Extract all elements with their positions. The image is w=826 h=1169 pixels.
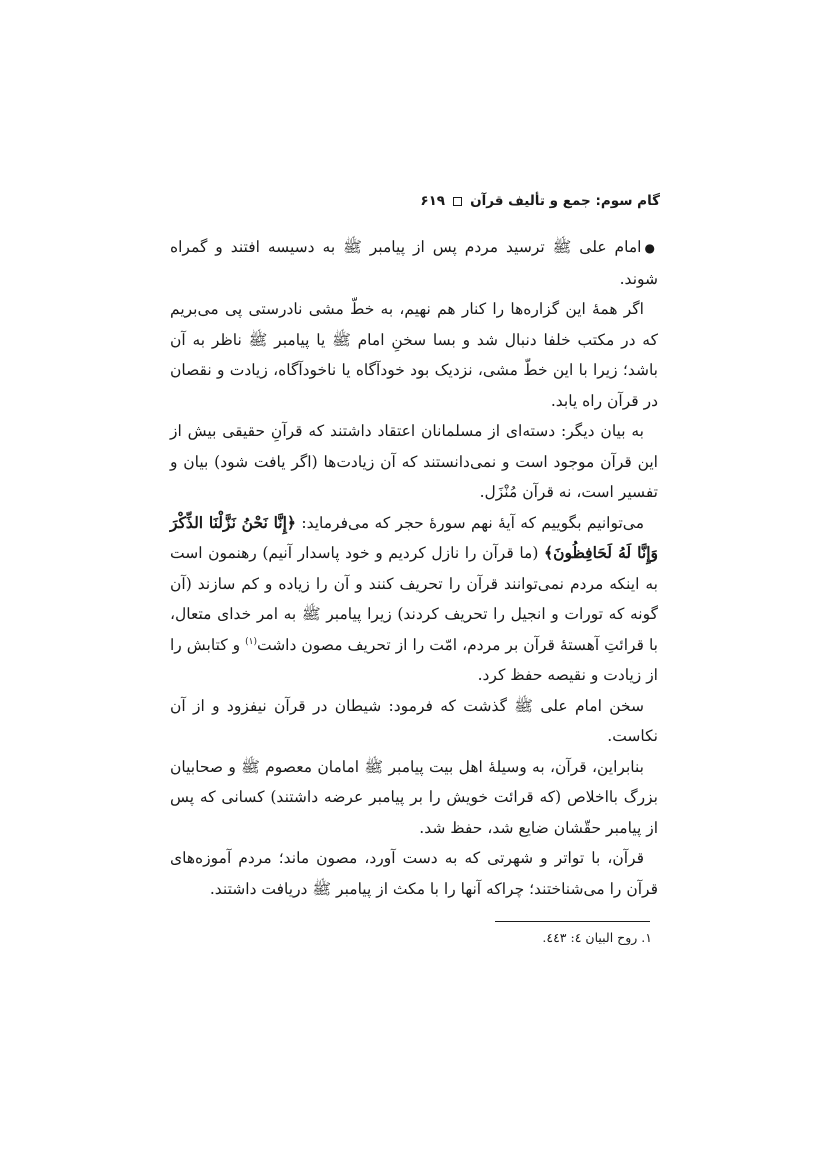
page-number: ۶۱۹ <box>420 193 446 209</box>
paragraph-text: سخن امام علی ﷺ گذشت که فرمود: شیطان در قرآن نیفزود و از آن نکاست. <box>170 696 658 745</box>
paragraph-5 <box>170 691 658 752</box>
running-header <box>170 193 660 209</box>
main-text <box>170 232 658 904</box>
paragraph-text: (ما قرآن را نازل کردیم و خود پاسدار آنیم) رهنمون است به اینکه مردم نمی‌توانند قرآن را تحریف کنند و آن را زیاده و کم سازند (آن گونه که تورات و انجیل را تحریف کردند) زیرا پیامبر ﷺ به امر خدای متعال، با قرائتِ آهستهٔ قرآن بر مردم، امّت را از تحریف مصون داشت <box>170 544 658 654</box>
header-title: گام سوم: جمع و تألیف قرآن <box>470 193 660 209</box>
paragraph-4 <box>170 508 658 691</box>
paragraph-text: بنابراین، قرآن، به وسیلهٔ اهل بیت پیامبر ﷺ امامان معصوم ﷺ و صحابیان بزرگ بااخلاص (که قرائت خویش را بر پیامبر عرضه داشتند) کسانی که پس از پیامبر حقّشان ضایع شد، حفظ شد. <box>170 757 658 837</box>
square-icon <box>453 197 462 206</box>
bullet-icon: ● <box>644 241 658 255</box>
footnote-reference: (۱) <box>245 636 257 647</box>
paragraph-7 <box>170 843 658 904</box>
paragraph-text: قرآن، با تواتر و شهرتی که به دست آورد، مصون ماند؛ مردم آموزه‌های قرآن را می‌شناختند؛ چراکه آنها را با مکث از پیامبر ﷺ دریافت داشتند. <box>170 849 658 898</box>
quran-verse: ﴿إِنَّا نَحْنُ نَزَّلْنَا الذِّكْرَ وَإِنَّا لَهُ لَحَافِظُونَ﴾ <box>170 512 658 562</box>
paragraph-text: امام علی ﷺ ترسید مردم پس از پیامبر ﷺ به دسیسه افتند و گمراه شوند. <box>170 238 658 288</box>
paragraph-text: می‌توانیم بگوییم که آیهٔ نهم سورهٔ حجر که می‌فرماید: <box>296 513 644 532</box>
paragraph-1 <box>170 232 658 294</box>
paragraph-6 <box>170 752 658 844</box>
paragraph-text: اگر همهٔ این گزاره‌ها را کنار هم نهیم، به خطّ مشی نادرستی پی می‌بریم که در مکتب خلفا دنبال شد و بسا سخنِ امام ﷺ یا پیامبر ﷺ ناظر به آن باشد؛ زیرا با این خطّ مشی، نزدیک بود خودآگاه یا ناخودآگاه، زیادت و نقصان در قرآن راه یابد. <box>170 300 658 410</box>
paragraph-3 <box>170 416 658 508</box>
paragraph-text: به بیان دیگر: دسته‌ای از مسلمانان اعتقاد داشتند که قرآنِ حقیقی بیش از این قرآن موجود است و نمی‌دانستند که آن زیادت‌ها (اگر یافت شود) بیان و تفسیر است، نه قرآن مُنْزَل. <box>170 422 658 501</box>
paragraph-2 <box>170 294 658 416</box>
footnote-divider <box>495 921 650 922</box>
paragraph-text: و کتابش را از زیادت و نقیصه حفظ کرد. <box>170 635 658 684</box>
footnote-1: ۱. روح البیان ٤: ٤٤٣. <box>542 930 652 945</box>
